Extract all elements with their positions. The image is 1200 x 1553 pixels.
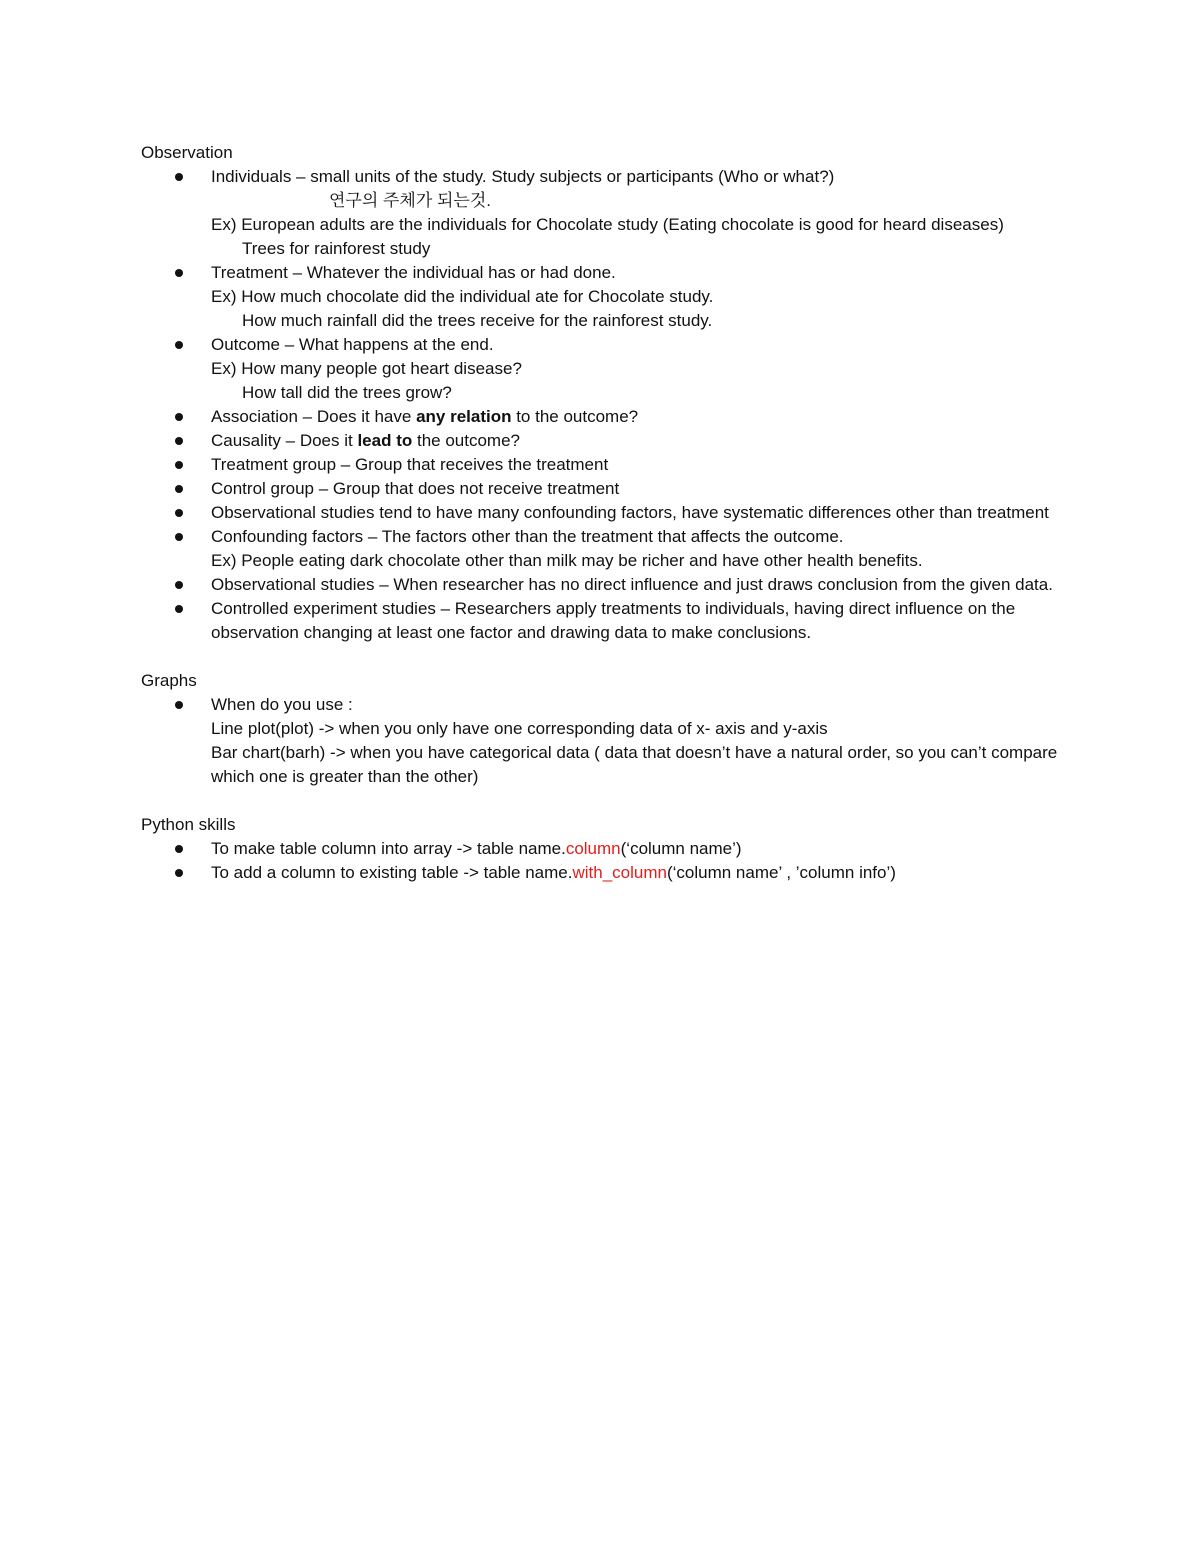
control-group-text: Control group – Group that does not receive treatment	[211, 479, 620, 498]
bullet-icon	[175, 485, 183, 493]
graphs-when-text: When do you use :	[211, 695, 353, 714]
list-item	[141, 165, 1071, 261]
python-item-column-post: (‘column name’)	[620, 839, 742, 858]
treatment-text: Treatment – Whatever the individual has or had done.	[211, 263, 616, 282]
association-bold: any relation	[416, 407, 512, 426]
causality-pre: Causality – Does it	[211, 431, 358, 450]
bullet-icon	[175, 341, 183, 349]
individuals-example: Ex) European adults are the individuals for Chocolate study (Eating chocolate is good for heard diseases)	[211, 215, 1004, 234]
bullet-icon	[175, 461, 183, 469]
section-title-graphs: Graphs	[141, 671, 197, 690]
section-title-python: Python skills	[141, 815, 236, 834]
treatment-group-text: Treatment group – Group that receives the treatment	[211, 455, 609, 474]
python-item-with-column-pre: To add a column to existing table -> table name.	[211, 863, 573, 882]
controlled-experiment-text: Controlled experiment studies – Researchers apply treatments to individuals, having direct influence on the observation changing at least one factor and drawing data to make conclusions.	[211, 599, 1016, 642]
confounding-text: Confounding factors – The factors other than the treatment that affects the outcome.	[211, 527, 844, 546]
spacer	[141, 789, 1071, 813]
confounding-example: Ex) People eating dark chocolate other than milk may be richer and have other health benefits.	[211, 551, 923, 570]
python-item-column	[211, 837, 1071, 861]
code-column: column	[565, 839, 621, 858]
python-item-with-column	[211, 861, 1071, 885]
bullet-icon	[175, 701, 183, 709]
observational-confounding-text: Observational studies tend to have many confounding factors, have systematic differences other than treatment	[211, 503, 1049, 522]
observation-list	[141, 165, 1071, 645]
bullet-icon	[175, 437, 183, 445]
list-item	[141, 477, 1071, 501]
document-page	[141, 141, 1071, 885]
causality-text	[211, 429, 1071, 453]
list-item	[141, 261, 1071, 333]
bullet-icon	[175, 269, 183, 277]
bullet-icon	[175, 533, 183, 541]
treatment-example: Ex) How much chocolate did the individual ate for Chocolate study.	[211, 287, 714, 306]
list-item	[141, 693, 1071, 789]
spacer	[141, 645, 1071, 669]
bullet-icon	[175, 869, 183, 877]
treatment-example-2: How much rainfall did the trees receive for the rainforest study.	[242, 311, 713, 330]
list-item	[141, 837, 1071, 861]
association-pre: Association – Does it have	[211, 407, 417, 426]
individuals-korean-note: 연구의 주체가 되는것.	[329, 191, 491, 210]
python-item-column-pre: To make table column into array -> table name.	[211, 839, 566, 858]
causality-bold: lead to	[357, 431, 413, 450]
causality-post: the outcome?	[412, 431, 520, 450]
bullet-icon	[175, 581, 183, 589]
outcome-text: Outcome – What happens at the end.	[211, 335, 494, 354]
list-item	[141, 429, 1071, 453]
section-title-observation: Observation	[141, 143, 233, 162]
list-item	[141, 573, 1071, 597]
individuals-text: Individuals – small units of the study. Study subjects or participants (Who or what?)	[211, 167, 835, 186]
bullet-icon	[175, 605, 183, 613]
list-item	[141, 861, 1071, 885]
python-list	[141, 837, 1071, 885]
code-with-column: with_column	[572, 863, 667, 882]
observational-studies-text: Observational studies – When researcher has no direct influence and just draws conclusion from the given data.	[211, 575, 1053, 594]
outcome-example-2: How tall did the trees grow?	[242, 383, 452, 402]
list-item	[141, 501, 1071, 525]
individuals-example-2: Trees for rainforest study	[242, 239, 431, 258]
graphs-list	[141, 693, 1071, 789]
bullet-icon	[175, 509, 183, 517]
association-text	[211, 405, 1071, 429]
python-item-with-column-post: (‘column name’ , ’column info’)	[666, 863, 896, 882]
bullet-icon	[175, 173, 183, 181]
list-item	[141, 453, 1071, 477]
list-item	[141, 525, 1071, 573]
association-post: to the outcome?	[511, 407, 639, 426]
list-item	[141, 597, 1071, 645]
bar-chart-text: Bar chart(barh) -> when you have categorical data ( data that doesn’t have a natural order, so you can’t compare which one is greater than the other)	[211, 743, 1058, 786]
bullet-icon	[175, 845, 183, 853]
list-item	[141, 333, 1071, 405]
bullet-icon	[175, 413, 183, 421]
list-item	[141, 405, 1071, 429]
outcome-example: Ex) How many people got heart disease?	[211, 359, 522, 378]
line-plot-text: Line plot(plot) -> when you only have one corresponding data of x- axis and y-axis	[211, 719, 828, 738]
